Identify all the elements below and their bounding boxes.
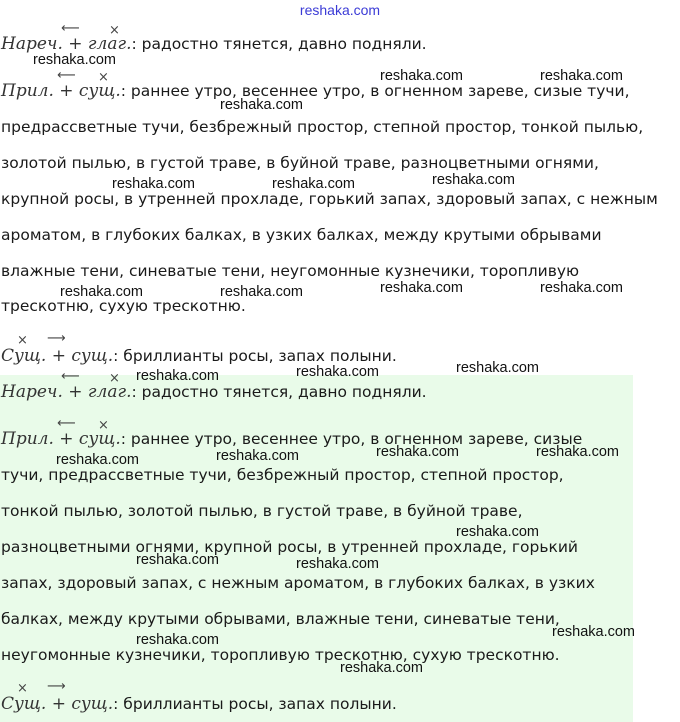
watermark: reshaka.com bbox=[136, 552, 220, 568]
watermark: reshaka.com bbox=[540, 68, 624, 84]
adv-verb-line bbox=[1, 21, 427, 54]
watermark: reshaka.com bbox=[536, 444, 620, 460]
text-line: золотой пылью, в густой траве, в буйной траве, разноцветными огнями, bbox=[1, 154, 599, 172]
text-line: разноцветными огнями, крупной росы, в утренней прохладе, горький bbox=[1, 538, 578, 556]
watermark: reshaka.com bbox=[296, 556, 380, 572]
noun-noun-label: Сущ. + сущ. × ⟶ bbox=[1, 679, 114, 714]
text-line: тонкой пылью, золотой пылью, в густой траве, в буйной траве, bbox=[1, 502, 523, 520]
cross-mark-icon: × bbox=[98, 70, 109, 85]
arrow-right-icon: ⟶ bbox=[47, 331, 66, 346]
text-line: запах, здоровый запах, с нежным ароматом, в глубоких балках, в узких bbox=[1, 574, 595, 592]
watermark: reshaka.com bbox=[376, 444, 460, 460]
arrow-right-icon: ⟶ bbox=[47, 679, 66, 694]
site-header-link[interactable]: reshaka.com bbox=[299, 2, 381, 18]
watermark: reshaka.com bbox=[272, 176, 356, 192]
adj-noun-label: Прил. + сущ. ⟵ × bbox=[1, 416, 121, 449]
text-line: неугомонные кузнечики, торопливую трескотню, сухую трескотню. bbox=[1, 646, 560, 664]
watermark: reshaka.com bbox=[296, 364, 380, 380]
watermark: reshaka.com bbox=[456, 360, 540, 376]
text-line: ароматом, в глубоких балках, в узких балках, между крутыми обрывами bbox=[1, 226, 602, 244]
noun-noun-line bbox=[1, 331, 397, 366]
adv-verb-label: Нареч. + глаг. ⟵ × bbox=[1, 21, 132, 54]
watermark: reshaka.com bbox=[552, 624, 636, 640]
watermark: reshaka.com bbox=[33, 52, 117, 68]
adj-noun-line bbox=[1, 416, 583, 449]
watermark: reshaka.com bbox=[136, 632, 220, 648]
cross-mark-icon: × bbox=[109, 23, 120, 38]
adj-noun-label: Прил. + сущ. ⟵ × bbox=[1, 68, 121, 101]
adv-verb-text: : радостно тянется, давно подняли. bbox=[131, 383, 427, 401]
noun-noun-line bbox=[1, 679, 397, 714]
cross-mark-icon: × bbox=[17, 333, 28, 348]
text-line: балках, между крутыми обрывами, влажные тени, синеватые тени, bbox=[1, 610, 560, 628]
adv-verb-label: Нареч. + глаг. ⟵ × bbox=[1, 369, 132, 402]
adv-verb-text: : радостно тянется, давно подняли. bbox=[131, 35, 427, 53]
arrow-left-icon: ⟵ bbox=[61, 21, 80, 36]
text-line: предрассветные тучи, безбрежный простор, степной простор, тонкой пылью, bbox=[1, 118, 644, 136]
text-line: тучи, предрассветные тучи, безбрежный простор, степной простор, bbox=[1, 466, 564, 484]
watermark: reshaka.com bbox=[380, 68, 464, 84]
watermark: reshaka.com bbox=[216, 448, 300, 464]
watermark: reshaka.com bbox=[432, 172, 516, 188]
cross-mark-icon: × bbox=[109, 371, 120, 386]
arrow-left-icon: ⟵ bbox=[57, 416, 76, 431]
cross-mark-icon: × bbox=[98, 418, 109, 433]
arrow-left-icon: ⟵ bbox=[61, 369, 80, 384]
watermark: reshaka.com bbox=[60, 284, 144, 300]
watermark: reshaka.com bbox=[56, 452, 140, 468]
watermark: reshaka.com bbox=[340, 660, 424, 676]
text-line: влажные тени, синеватые тени, неугомонные кузнечики, торопливую bbox=[1, 262, 580, 280]
watermark: reshaka.com bbox=[456, 524, 540, 540]
noun-noun-label: Сущ. + сущ. × ⟶ bbox=[1, 331, 114, 366]
arrow-left-icon: ⟵ bbox=[57, 68, 76, 83]
watermark: reshaka.com bbox=[380, 280, 464, 296]
watermark: reshaka.com bbox=[220, 284, 304, 300]
text-line: крупной росы, в утренней прохладе, горький запах, здоровый запах, с нежным bbox=[1, 190, 658, 208]
watermark: reshaka.com bbox=[136, 368, 220, 384]
watermark: reshaka.com bbox=[220, 97, 304, 113]
adj-noun-text: : раннее утро, весеннее утро, в огненном зареве, сизые bbox=[120, 430, 583, 448]
noun-noun-text: : бриллианты росы, запах полыни. bbox=[113, 347, 397, 365]
noun-noun-text: : бриллианты росы, запах полыни. bbox=[113, 695, 397, 713]
adj-noun-text: : раннее утро, весеннее утро, в огненном зареве, сизые тучи, bbox=[120, 82, 630, 100]
text-line: трескотню, сухую трескотню. bbox=[1, 297, 246, 315]
cross-mark-icon: × bbox=[17, 681, 28, 696]
watermark: reshaka.com bbox=[540, 280, 624, 296]
watermark: reshaka.com bbox=[112, 176, 196, 192]
